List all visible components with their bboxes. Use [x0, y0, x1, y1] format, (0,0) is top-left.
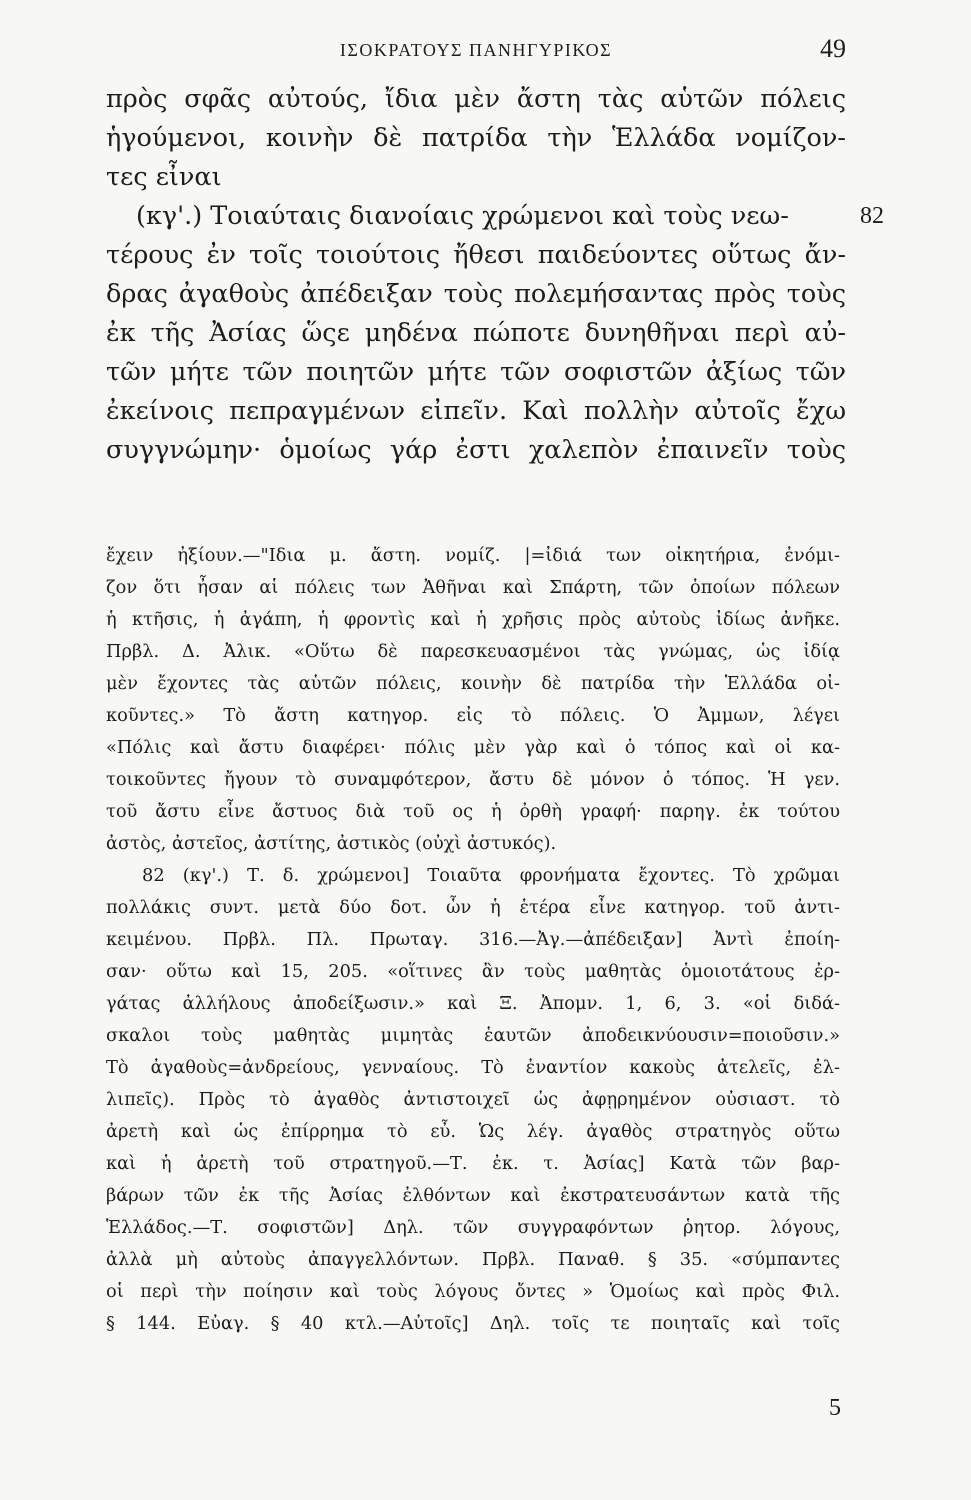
main-text [106, 80, 884, 470]
note-line: τοικοῦντες ἤγουν τὸ συναμφότερον, ἄστυ δὲ μόνον ὁ τόπος. Ἡ γεν. [106, 769, 840, 790]
note-line: ἀστὸς, ἀστεῖος, ἀστίτης, ἀστικὸς (οὐχὶ ἀστυκός). [106, 833, 557, 854]
signature-mark: 5 [829, 1395, 841, 1421]
main-text-line: πρὸς σφᾶς αὐτούς, ἴδια μὲν ἄστη τὰς αὑτῶν πόλεις [106, 84, 846, 114]
main-text-line: συγγνώμην· ὁμοίως γάρ ἐστι χαλεπὸν ἐπαινεῖν τοὺς [106, 435, 846, 465]
main-text-line: τέρους ἐν τοῖς τοιούτοις ἤθεσι παιδεύοντες οὕτως ἄν- [106, 240, 846, 270]
main-text-line: ἡγούμενοι, κοινὴν δὲ πατρίδα τὴν Ἑλλάδα νομίζον- [106, 123, 846, 153]
main-text-line: ἐκ τῆς Ἀσίας ὥςε μηδένα πώποτε δυνηθῆναι περὶ αὐ- [106, 318, 846, 348]
commentary-notes [106, 540, 840, 1340]
note-line: Ἑλλάδος.—Τ. σοφιστῶν] Δηλ. τῶν συγγραφόντων ῥητορ. λόγους, [106, 1217, 840, 1238]
note-line: Τὸ ἀγαθοὺς=ἀνδρείους, γενναίους. Τὸ ἐναντίον κακοὺς ἀτελεῖς, ἐλ- [106, 1057, 840, 1078]
note-line: σκαλοι τοὺς μαθητὰς μιμητὰς ἑαυτῶν ἀποδεικνύουσιν=ποιοῦσιν.» [106, 1025, 840, 1046]
main-text-line: τες εἶναι [106, 162, 222, 192]
note-line: καὶ ἡ ἀρετὴ τοῦ στρατηγοῦ.—Τ. ἐκ. τ. Ἀσίας] Κατὰ τῶν βαρ- [106, 1153, 840, 1174]
note-line: Πρβλ. Δ. Ἀλικ. «Οὕτω δὲ παρεσκευασμένοι τὰς γνώμας, ὡς ἰδίᾳ [106, 641, 840, 662]
note-line: βάρων τῶν ἐκ τῆς Ἀσίας ἐλθόντων καὶ ἐκστρατευσάντων κατὰ τῆς [106, 1185, 840, 1206]
note-line: μὲν ἔχοντες τὰς αὑτῶν πόλεις, κοινὴν δὲ πατρίδα τὴν Ἑλλάδα οἰ- [106, 673, 840, 694]
note-line: ἀλλὰ μὴ αὐτοὺς ἀπαγγελλόντων. Πρβλ. Παναθ. § 35. «σύμπαντες [106, 1249, 840, 1270]
note-line: 82 (κγ'.) Τ. δ. χρώμενοι] Τοιαῦτα φρονήματα ἔχοντες. Τὸ χρῶμαι [142, 865, 840, 886]
note-line: ἡ κτῆσις, ἡ ἀγάπη, ἡ φροντὶς καὶ ἡ χρῆσις πρὸς αὐτοὺς ἰδίως ἀνῆκε. [106, 609, 840, 630]
note-line: ζον ὅτι ἦσαν αἱ πόλεις των Ἀθῆναι καὶ Σπάρτη, τῶν ὁποίων πόλεων [106, 577, 840, 598]
note-line: § 144. Εὐαγ. § 40 κτλ.—Αὐτοῖς] Δηλ. τοῖς τε ποιηταῖς καὶ τοῖς [106, 1313, 840, 1334]
running-title: ΙΣΟΚΡΑΤΟΥΣ ΠΑΝΗΓΥΡΙΚΟΣ [339, 40, 613, 60]
main-text-line: ἐκείνοις πεπραγμένων εἰπεῖν. Καὶ πολλὴν αὐτοῖς ἔχω [106, 396, 846, 426]
main-text-line-with-margin [106, 197, 884, 236]
note-line: οἱ περὶ τὴν ποίησιν καὶ τοὺς λόγους ὄντες » Ὁμοίως καὶ πρὸς Φιλ. [106, 1281, 840, 1302]
note-line: τοῦ ἄστυ εἶνε ἄστυος διὰ τοῦ ος ἡ ὀρθὴ γραφή· παρηγ. ἐκ τούτου [106, 801, 840, 822]
note-line: γάτας ἀλλήλους ἀποδείξωσιν.» καὶ Ξ. Ἀπομν. 1, 6, 3. «οἱ διδά- [106, 993, 840, 1014]
margin-section-number: 82 [860, 203, 884, 229]
note-line: ἀρετὴ καὶ ὡς ἐπίρρημα τὸ εὖ. Ὡς λέγ. ἀγαθὸς στρατηγὸς οὕτω [106, 1121, 840, 1142]
note-line: λιπεῖς). Πρὸς τὸ ἀγαθὸς ἀντιστοιχεῖ ὡς ἀφῃρημένον οὐσιαστ. τὸ [106, 1089, 840, 1110]
note-line: «Πόλις καὶ ἄστυ διαφέρει· πόλις μὲν γὰρ καὶ ὁ τόπος καὶ οἱ κα- [106, 737, 840, 758]
note-line: πολλάκις συντ. μετὰ δύο δοτ. ὧν ἡ ἑτέρα εἶνε κατηγορ. τοῦ ἀντι- [106, 897, 840, 918]
note-line: κοῦντες.» Τὸ ἄστη κατηγορ. εἰς τὸ πόλεις. Ὁ Ἀμμων, λέγει [106, 705, 840, 726]
note-line: κειμένου. Πρβλ. Πλ. Πρωταγ. 316.—Ἀγ.—ἀπέδειξαν] Ἀντὶ ἐποίη- [106, 929, 840, 950]
page-number: 49 [820, 34, 846, 63]
running-head [106, 34, 846, 64]
main-text-line: δρας ἀγαθοὺς ἀπέδειξαν τοὺς πολεμήσαντας πρὸς τοὺς [106, 279, 846, 309]
main-text-line: (κγ'.) Τοιαύταις διανοίαις χρώμενοι καὶ τοὺς νεω- [136, 201, 789, 231]
note-line: σαν· οὕτω καὶ 15, 205. «οἵτινες ἂν τοὺς μαθητὰς ὁμοιοτάτους ἐρ- [106, 961, 840, 982]
note-line: ἔχειν ἠξίουν.—"Ιδια μ. ἄστη. νομίζ. |=ἰδιά των οἰκητήρια, ἐνόμι- [106, 545, 840, 566]
main-text-line: τῶν μήτε τῶν ποιητῶν μήτε τῶν σοφιστῶν ἀξίως τῶν [106, 357, 846, 387]
